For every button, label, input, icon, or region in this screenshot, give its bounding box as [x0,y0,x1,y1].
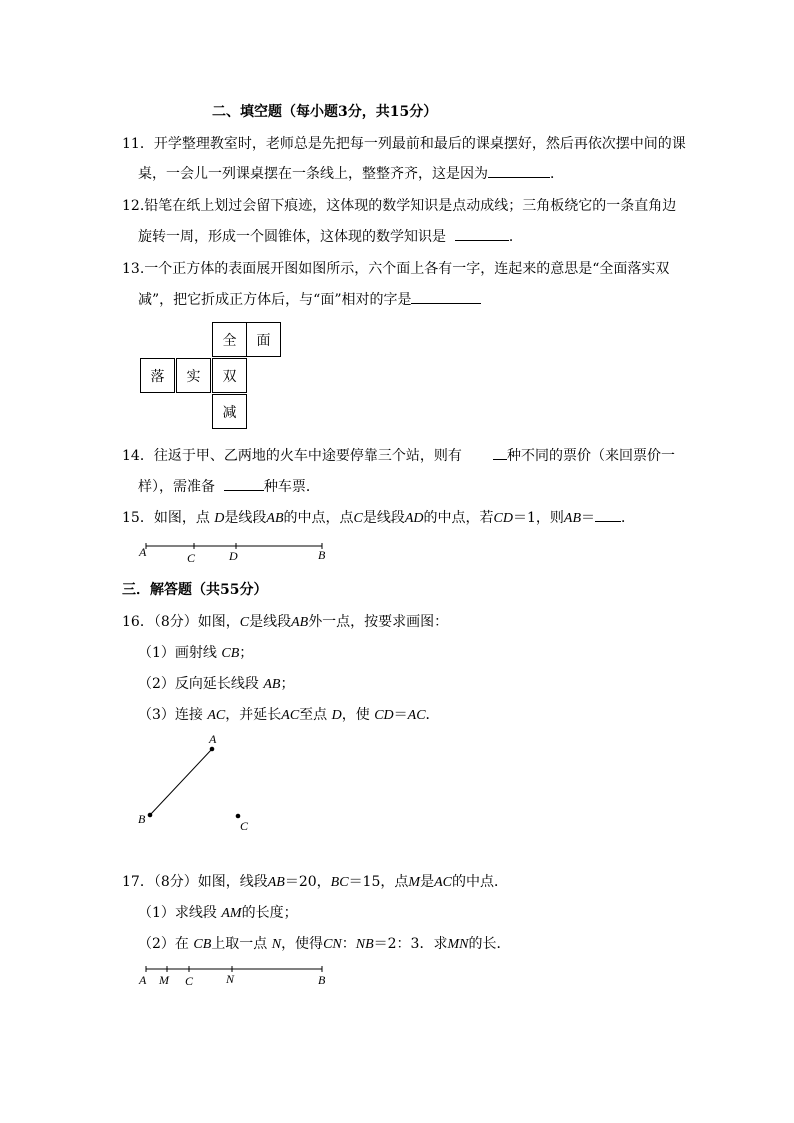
cube-net-cell-quan: 全 [212,322,247,357]
q16-label-b: B [138,812,146,826]
q16-var-c: C [239,615,250,630]
q15-label-d: D [229,549,238,563]
q16-step3-text-1: （3）连接 [138,707,203,723]
q16-label-a: A [209,732,217,746]
q16-step1-var: CB [221,646,240,661]
q15-text-5: 的中点，若 [423,510,494,526]
q17-text-4: 是 [420,874,435,890]
q17-step1-end: 的长度； [241,905,298,921]
q17-text-3: ＝15，点 [348,874,409,890]
q16-text-2: 是线段 [249,614,292,630]
q16-step3-var-1: AC [207,708,226,723]
q17-var-ab: AB [267,875,285,890]
q17-label-m: M [159,973,169,987]
q17-step1-var: AM [221,906,242,921]
q16-step3-var-3: D [331,708,342,723]
q16-step2-var: AB [263,677,281,692]
q16-var-ab: AB [291,615,309,630]
q15-text-6: ＝1，则 [512,510,564,526]
q16-step2-end: ； [280,676,295,692]
q15-var-d: D [214,511,225,526]
q11-line1: 11．开学整理教室时，老师总是先把每一列最前和最后的课桌摆好，然后再依次摆中间的课 [122,136,686,152]
q16-step3-text-4: ，使 [341,707,370,723]
q17-label-b: B [318,973,326,987]
q12-line2-text: 旋转一周，形成一个圆锥体，这体现的数学知识是 [138,229,446,245]
q11-line2-text: 桌，一会儿一列课桌摆在一条线上，整整齐齐，这是因为 [138,166,488,182]
q17-step2-text-3: ，使得 [281,936,324,952]
q17-text-5: 的中点． [451,874,508,890]
q17-step1-text: （1）求线段 [138,905,217,921]
q17-step2-text-6: 的长． [468,936,511,952]
q16-label-c: C [240,819,249,833]
q15-var-c: C [353,511,363,526]
q16-step3-var-2: AC [281,708,300,723]
q17-step2-text-4: ： [341,936,356,952]
q17-step2-var-2: N [271,937,282,952]
q12-line2-end: ． [508,229,523,245]
q15-text-3: 的中点，点 [283,510,354,526]
q13-line2-text: 减”，把它折成正方体后，与“面”相对的字是 [138,292,412,308]
q15-label-b: B [318,548,326,562]
cube-net-cell-jian: 减 [212,394,247,429]
q17-step2-var-4: NB [355,937,374,952]
q16-step3-text-6: ． [425,707,440,723]
q16-step3-text-2: ，并延长 [225,707,282,723]
q16-step2-text: （2）反向延长线段 [138,676,259,692]
cube-net-cell-luo: 落 [140,358,175,393]
q15-var-ab: AB [266,511,284,526]
cube-net-cell-mian: 面 [246,322,281,357]
q17-step2-var-3: CN [323,937,342,952]
q17-text-2: ＝20， [284,874,331,890]
q17-label-c: C [185,974,194,988]
q15-var-ab-2: AB [563,511,582,526]
q11-line2-end: ． [550,166,564,182]
q17-step2-var-5: MN [447,937,469,952]
q15-text-1: 15．如图，点 [122,510,210,526]
q17-label-a: A [139,973,147,987]
q17-step2-var-1: CB [193,937,212,952]
q16-text-3: 外一点，按要求画图： [308,614,449,630]
q16-text-1: 16．（8分）如图， [122,614,240,630]
q15-label-a: A [139,545,147,559]
q17-text-1: 17．（8分）如图，线段 [122,874,268,890]
q15-text-7: ＝ [581,510,596,526]
q12-line1: 12.铅笔在纸上划过会留下痕迹，这体现的数学知识是点动成线；三角板绕它的一条直角边 [122,198,677,214]
q16-step3-text-3: 至点 [299,707,328,723]
section3-heading: 三．解答题（共55分） [122,582,268,598]
q17-var-bc: BC [330,875,349,890]
q15-text-2: 是线段 [224,510,267,526]
q16-step3-var-4: CD [374,708,394,723]
q14-line1-end: 种不同的票价（来回票价一 [506,448,675,464]
q17-step2-text-1: （2）在 [138,936,189,952]
q15-var-ad: AD [404,511,424,526]
q15-var-cd: CD [493,511,513,526]
q16-step3-var-5: AC [407,708,426,723]
q14-line1-text: 14．往返于甲、乙两地的火车中途要停靠三个站，则有 [122,448,462,464]
q15-text-4: 是线段 [362,510,405,526]
q17-step2-text-5: ＝2：3．求 [373,936,448,952]
section2-heading: 二、填空题（每小题3分，共15分） [212,104,438,120]
q17-step2-text-2: 上取一点 [211,936,268,952]
q17-label-n: N [226,972,235,986]
cube-net-cell-shi: 实 [176,358,211,393]
q14-line2-text: 样），需准备 [138,479,215,495]
q16-step1-text: （1）画射线 [138,645,217,661]
q14-line2-end: 种车票． [263,479,320,495]
q15-text-8: ． [621,510,636,526]
q17-var-m: M [408,875,421,890]
q17-var-ac: AC [434,875,452,890]
q16-step3-text-5: ＝ [393,707,408,723]
q15-label-c: C [187,551,196,565]
q16-step1-end: ； [239,645,254,661]
q13-line1: 13.一个正方体的表面展开图如图所示，六个面上各有一字，连起来的意思是“全面落实双 [122,261,670,277]
cube-net-cell-shuang: 双 [212,358,247,393]
